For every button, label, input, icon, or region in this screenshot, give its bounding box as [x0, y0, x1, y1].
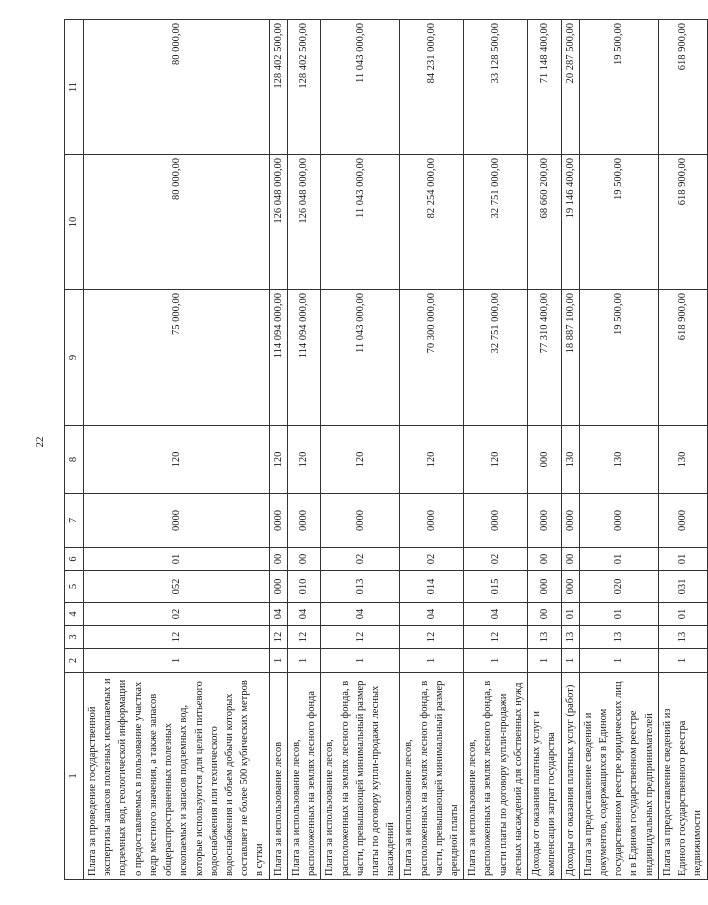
- amount-cell: 70 300 000,00: [400, 290, 464, 426]
- amount-cell: 19 500,00: [579, 290, 658, 426]
- column-header: 9: [65, 290, 84, 426]
- code-cell: 120: [464, 426, 528, 494]
- amount-cell: 77 310 400,00: [528, 290, 561, 426]
- code-cell: 130: [579, 426, 658, 494]
- code-cell: 0000: [400, 494, 464, 548]
- row-name: Плата за проведение государственной экспертизы запасов полезных ископаемых и подземных вод, геологической информации о предоставляемых в пользование участках недр местного значения, а также запасов общераспространенных полезных ископаемых и запасов подземных вод, которые используются для целей питьевого водоснабжения или технического водоснабжения и объем добычи которых составляет не более 500 кубических метров в сутки: [84, 673, 270, 880]
- code-cell: 02: [84, 603, 270, 626]
- amount-cell: 32 751 000,00: [464, 155, 528, 290]
- code-cell: 00: [269, 548, 287, 571]
- code-cell: 1: [658, 649, 707, 673]
- column-header: 5: [65, 571, 84, 603]
- code-cell: 01: [579, 603, 658, 626]
- code-cell: 12: [84, 626, 270, 649]
- code-cell: 13: [528, 626, 561, 649]
- code-cell: 120: [321, 426, 400, 494]
- code-cell: 014: [400, 571, 464, 603]
- code-cell: 0000: [579, 494, 658, 548]
- code-cell: 02: [464, 548, 528, 571]
- code-cell: 0000: [658, 494, 707, 548]
- code-cell: 020: [579, 571, 658, 603]
- table-row: [84, 20, 270, 880]
- code-cell: 01: [658, 603, 707, 626]
- amount-cell: 11 043 000,00: [321, 290, 400, 426]
- revenue-table: [64, 19, 708, 880]
- table-row: [658, 20, 707, 880]
- column-header: 10: [65, 155, 84, 290]
- amount-cell: 126 048 000,00: [269, 155, 287, 290]
- column-header: 7: [65, 494, 84, 548]
- row-name: Плата за предоставление сведений и документов, содержащихся в Едином государственном реестре юридических лиц и в Едином государственном реестре индивидуальных предпринимателей: [579, 673, 658, 880]
- column-header: 2: [65, 649, 84, 673]
- code-cell: 1: [321, 649, 400, 673]
- code-cell: 02: [400, 548, 464, 571]
- code-cell: 000: [269, 571, 287, 603]
- code-cell: 12: [287, 626, 320, 649]
- row-name: Плата за использование лесов, расположенных на землях лесного фонда: [287, 673, 320, 880]
- code-cell: 0000: [269, 494, 287, 548]
- table-row: [287, 20, 320, 880]
- column-number-row: [65, 20, 84, 880]
- row-name: Плата за использование лесов, расположенных на землях лесного фонда, в части, превышающей минимальный размер платы по договору купли-продажи лесных насаждений: [321, 673, 400, 880]
- code-cell: 12: [269, 626, 287, 649]
- amount-cell: 19 500,00: [579, 155, 658, 290]
- code-cell: 12: [464, 626, 528, 649]
- code-cell: 000: [528, 571, 561, 603]
- amount-cell: 20 287 500,00: [561, 20, 579, 155]
- table-row: [561, 20, 579, 880]
- code-cell: 130: [561, 426, 579, 494]
- code-cell: 01: [579, 548, 658, 571]
- code-cell: 04: [269, 603, 287, 626]
- amount-cell: 68 660 200,00: [528, 155, 561, 290]
- column-header: 8: [65, 426, 84, 494]
- amount-cell: 33 128 500,00: [464, 20, 528, 155]
- code-cell: 13: [658, 626, 707, 649]
- code-cell: 120: [269, 426, 287, 494]
- amount-cell: 11 043 000,00: [321, 155, 400, 290]
- amount-cell: 80 000,00: [84, 20, 270, 155]
- code-cell: 13: [579, 626, 658, 649]
- amount-cell: 11 043 000,00: [321, 20, 400, 155]
- amount-cell: 114 094 000,00: [287, 290, 320, 426]
- amount-cell: 126 048 000,00: [287, 155, 320, 290]
- code-cell: 0000: [287, 494, 320, 548]
- table-row: [269, 20, 287, 880]
- code-cell: 120: [287, 426, 320, 494]
- code-cell: 013: [321, 571, 400, 603]
- code-cell: 1: [269, 649, 287, 673]
- code-cell: 000: [528, 426, 561, 494]
- page-number: 22: [34, 436, 46, 448]
- code-cell: 0000: [84, 494, 270, 548]
- amount-cell: 71 148 400,00: [528, 20, 561, 155]
- row-name: Плата за использование лесов, расположенных на землях лесного фонда, в части платы по договору купли-продажи лесных насаждений для собственных нужд: [464, 673, 528, 880]
- code-cell: 1: [84, 649, 270, 673]
- code-cell: 0000: [561, 494, 579, 548]
- rotated-table-container: [64, 20, 704, 880]
- code-cell: 13: [561, 626, 579, 649]
- code-cell: 1: [561, 649, 579, 673]
- code-cell: 1: [579, 649, 658, 673]
- row-name: Доходы от оказания платных услуг (работ): [561, 673, 579, 880]
- amount-cell: 114 094 000,00: [269, 290, 287, 426]
- code-cell: 00: [528, 603, 561, 626]
- code-cell: 00: [528, 548, 561, 571]
- amount-cell: 18 887 100,00: [561, 290, 579, 426]
- code-cell: 000: [561, 571, 579, 603]
- code-cell: 01: [658, 548, 707, 571]
- amount-cell: 128 402 500,00: [287, 20, 320, 155]
- code-cell: 12: [400, 626, 464, 649]
- amount-cell: 618 900,00: [658, 155, 707, 290]
- code-cell: 1: [400, 649, 464, 673]
- amount-cell: 84 231 000,00: [400, 20, 464, 155]
- row-name: Плата за предоставление сведений из Единого государственного реестра недвижимости: [658, 673, 707, 880]
- table-row: [579, 20, 658, 880]
- code-cell: 01: [84, 548, 270, 571]
- code-cell: 1: [464, 649, 528, 673]
- amount-cell: 19 146 400,00: [561, 155, 579, 290]
- code-cell: 01: [561, 603, 579, 626]
- table-row: [321, 20, 400, 880]
- code-cell: 010: [287, 571, 320, 603]
- code-cell: 052: [84, 571, 270, 603]
- amount-cell: 19 500,00: [579, 20, 658, 155]
- code-cell: 0000: [528, 494, 561, 548]
- row-name: Плата за использование лесов, расположенных на землях лесного фонда, в части, превышающей минимальный размер арендной платы: [400, 673, 464, 880]
- code-cell: 031: [658, 571, 707, 603]
- table-row: [464, 20, 528, 880]
- column-header: 3: [65, 626, 84, 649]
- row-name: Плата за использование лесов: [269, 673, 287, 880]
- code-cell: 04: [464, 603, 528, 626]
- code-cell: 04: [287, 603, 320, 626]
- code-cell: 120: [400, 426, 464, 494]
- amount-cell: 75 000,00: [84, 290, 270, 426]
- code-cell: 02: [321, 548, 400, 571]
- amount-cell: 618 900,00: [658, 290, 707, 426]
- column-header: 11: [65, 20, 84, 155]
- table-row: [400, 20, 464, 880]
- table-row: [528, 20, 561, 880]
- amount-cell: 128 402 500,00: [269, 20, 287, 155]
- amount-cell: 82 254 000,00: [400, 155, 464, 290]
- amount-cell: 618 900,00: [658, 20, 707, 155]
- amount-cell: 32 751 000,00: [464, 290, 528, 426]
- column-header: 4: [65, 603, 84, 626]
- code-cell: 00: [287, 548, 320, 571]
- code-cell: 0000: [464, 494, 528, 548]
- code-cell: 120: [84, 426, 270, 494]
- code-cell: 1: [528, 649, 561, 673]
- code-cell: 1: [287, 649, 320, 673]
- column-header: 6: [65, 548, 84, 571]
- code-cell: 00: [561, 548, 579, 571]
- code-cell: 04: [321, 603, 400, 626]
- amount-cell: 80 000,00: [84, 155, 270, 290]
- code-cell: 04: [400, 603, 464, 626]
- row-name: Доходы от оказания платных услуг и компенсации затрат государства: [528, 673, 561, 880]
- code-cell: 12: [321, 626, 400, 649]
- code-cell: 130: [658, 426, 707, 494]
- column-header: 1: [65, 673, 84, 880]
- code-cell: 0000: [321, 494, 400, 548]
- code-cell: 015: [464, 571, 528, 603]
